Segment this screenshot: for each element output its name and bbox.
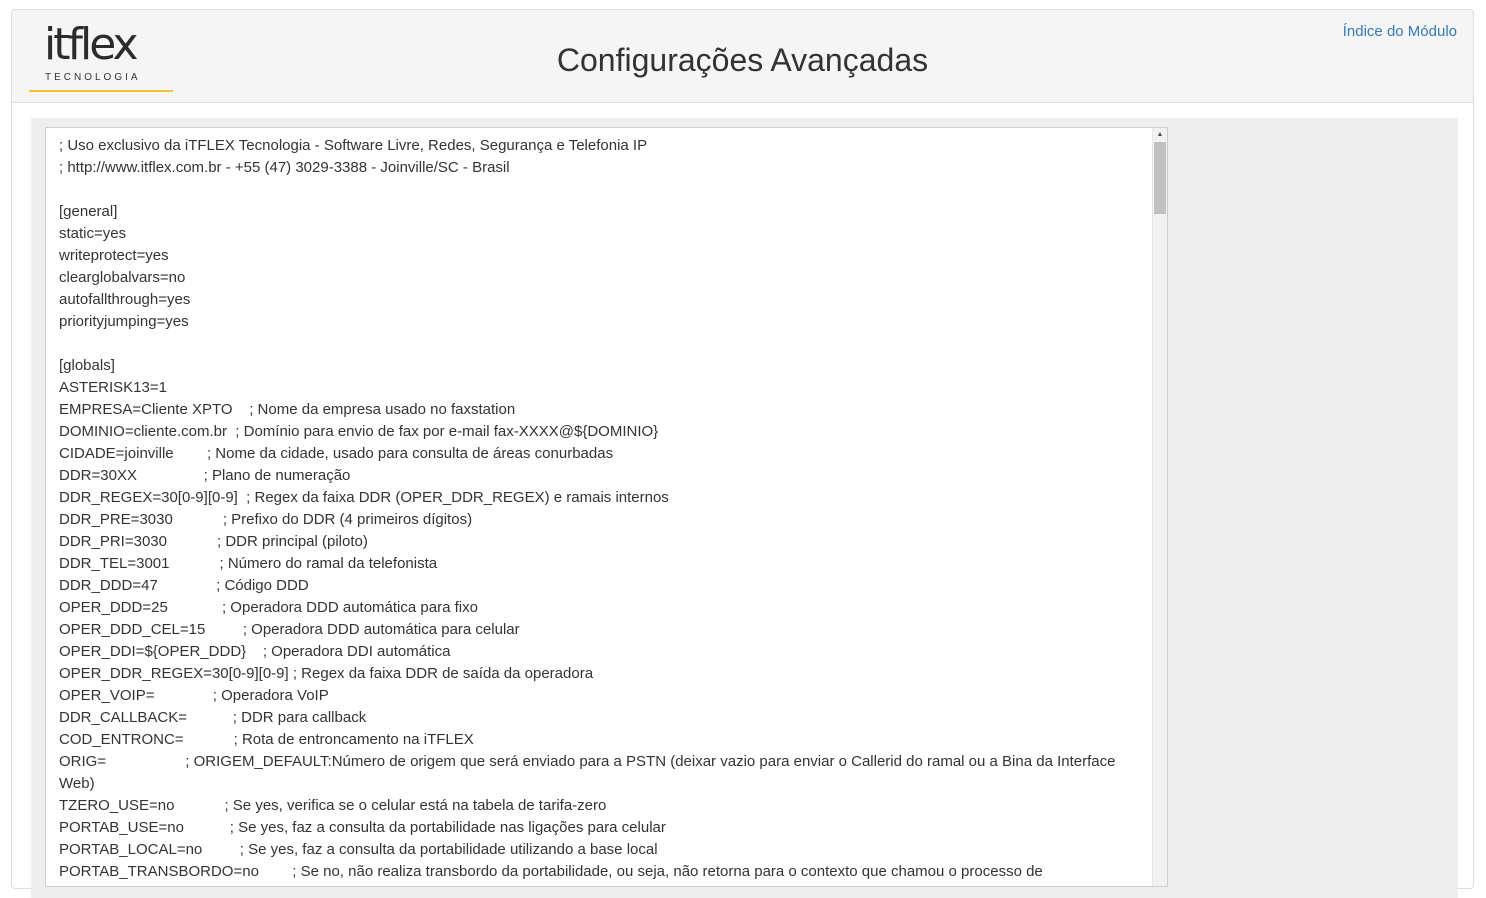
logo-tagline: TECNOLOGIA <box>45 72 141 83</box>
config-text-content[interactable]: ; Uso exclusivo da iTFLEX Tecnologia - Software Livre, Redes, Segurança e Telefonia IP ; http://www.itflex.com.br - +55 (47) 3029-3388 - Joinville/SC - Brasil [general] static=yes writeprotect=yes clearglobalvars=no autofallthrough=yes priorityjumping=yes [globals] ASTERISK13=1 EMPRESA=Cliente XPTO ; Nome da empresa usado no faxstation DOMINIO=cliente.com.br ; Domínio para envio de fax por e-mail fax-XXXX@${DOMINIO} CIDADE=joinville ; Nome da cidade, usado para consulta de áreas conurbadas DDR=30XX ; Plano de numeração DDR_REGEX=30[0-9][0-9] ; Regex da faixa DDR (OPER_DDR_REGEX) e ramais internos DDR_PRE=3030 ; Prefixo do DDR (4 primeiros dígitos) DDR_PRI=3030 ; DDR principal (piloto) DDR_TEL=3001 ; Número do ramal da telefonista DDR_DDD=47 ; Código DDD OPER_DDD=25 ; Operadora DDD automática para fixo OPER_DDD_CEL=15 ; Operadora DDD automática para celular OPER_DDI=${OPER_DDD} ; Operadora DDI automática OPER_DDR_REGEX=30[0-9][0-9] ; Regex da faixa DDR de saída da operadora OPER_VOIP= ; Operadora VoIP DDR_CALLBACK= ; DDR para callback COD_ENTRONC= ; Rota de entroncamento na iTFLEX ORIG= ; ORIGEM_DEFAULT:Número de origem que será enviado para a PSTN (deixar vazio para enviar o Callerid do ramal ou a Bina da Interface Web) TZERO_USE=no ; Se yes, verifica se o celular está na tabela de tarifa-zero PORTAB_USE=no ; Se yes, faz a consulta da portabilidade nas ligações para celular PORTAB_LOCAL=no ; Se yes, faz a consulta da portabilidade utilizando a base local PORTAB_TRANSBORDO=no ; Se no, não realiza transbordo da portabilidade, ou seja, não retorna para o contexto que chamou o processo de <box>59 137 1116 880</box>
page-title: Configurações Avançadas <box>556 42 929 78</box>
logo-wordmark: itflex <box>44 19 136 70</box>
panel-body <box>31 118 1458 898</box>
module-index-link[interactable]: Índice do Módulo <box>1342 23 1457 40</box>
panel-header <box>12 10 1473 103</box>
editor-scrollbar[interactable] <box>1152 128 1167 886</box>
scrollbar-thumb[interactable] <box>1154 142 1166 214</box>
scroll-up-arrow-icon[interactable]: ▲ <box>1156 131 1164 138</box>
config-textarea[interactable] <box>45 127 1168 887</box>
config-panel <box>11 9 1474 889</box>
